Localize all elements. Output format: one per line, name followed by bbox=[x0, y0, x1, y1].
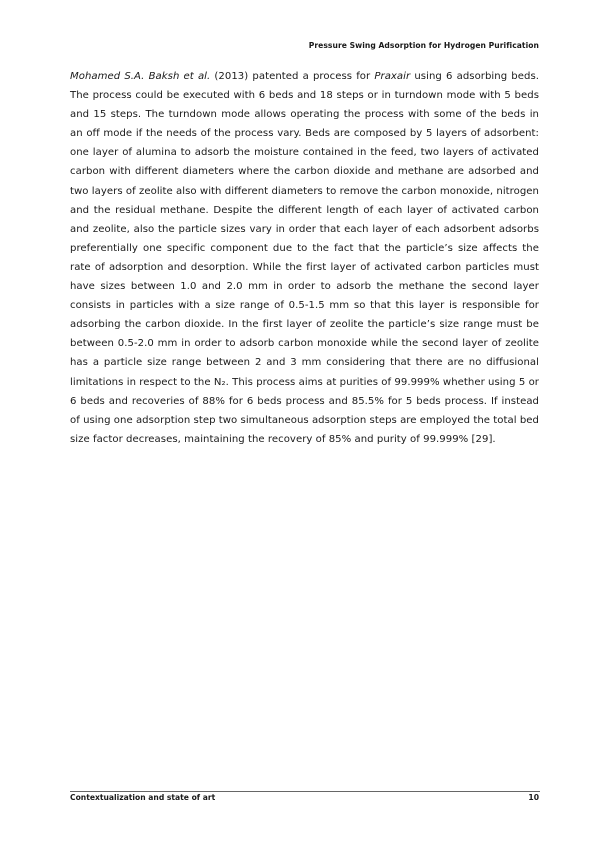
company-name: Praxair bbox=[374, 71, 411, 82]
paragraph-text-1: (2013) patented a process for bbox=[210, 71, 375, 82]
page-number: 10 bbox=[528, 793, 539, 802]
footer-chapter-title: Contextualization and state of art bbox=[70, 793, 216, 802]
body-paragraph bbox=[70, 67, 539, 449]
footer-divider bbox=[70, 791, 540, 792]
paragraph-text-2: using 6 adsorbing beds. The process could be executed with 6 beds and 18 steps or in turndown mode with 5 beds and 15 steps. The turndown mode allows operating the process with some of the beds in an off mode if the needs of the process vary. Beds are composed by 5 layers of adsorbent: one layer of alumina to adsorb the moisture contained in the feed, two layers of activated carbon with different diameters where the carbon dioxide and methane are adsorbed and two layers of zeolite also with different diameters to remove the carbon monoxide, nitrogen and the residual methane. Despite the different length of each layer of activated carbon and zeolite, also the particle sizes vary in order that each layer of each adsorbent adsorbs preferentially one specific component due to the fact that the particle’s size affects the rate of adsorption and desorption. While the first layer of activated carbon particles must have sizes between 1.0 and 2.0 mm in order to adsorb the methane the second layer consists in particles with a size range of 0.5-1.5 mm so that this layer is responsible for adsorbing the carbon dioxide. In the first layer of zeolite the particle’s size range must be between 0.5-2.0 mm in order to adsorb carbon monoxide while the second layer of zeolite has a particle size range between 2 and 3 mm considering that there are no diffusional limitations in respect to the N₂. This process aims at purities of 99.999% whether using 5 or 6 beds and recoveries of 88% for 6 beds process and 85.5% for 5 beds process. If instead of using one adsorption step two simultaneous adsorption steps are employed the total bed size factor decreases, maintaining the recovery of 85% and purity of 99.999% [29]. bbox=[70, 71, 539, 445]
running-header: Pressure Swing Adsorption for Hydrogen Purification bbox=[308, 41, 539, 50]
author-names: Mohamed S.A. Baksh et al. bbox=[70, 71, 211, 82]
